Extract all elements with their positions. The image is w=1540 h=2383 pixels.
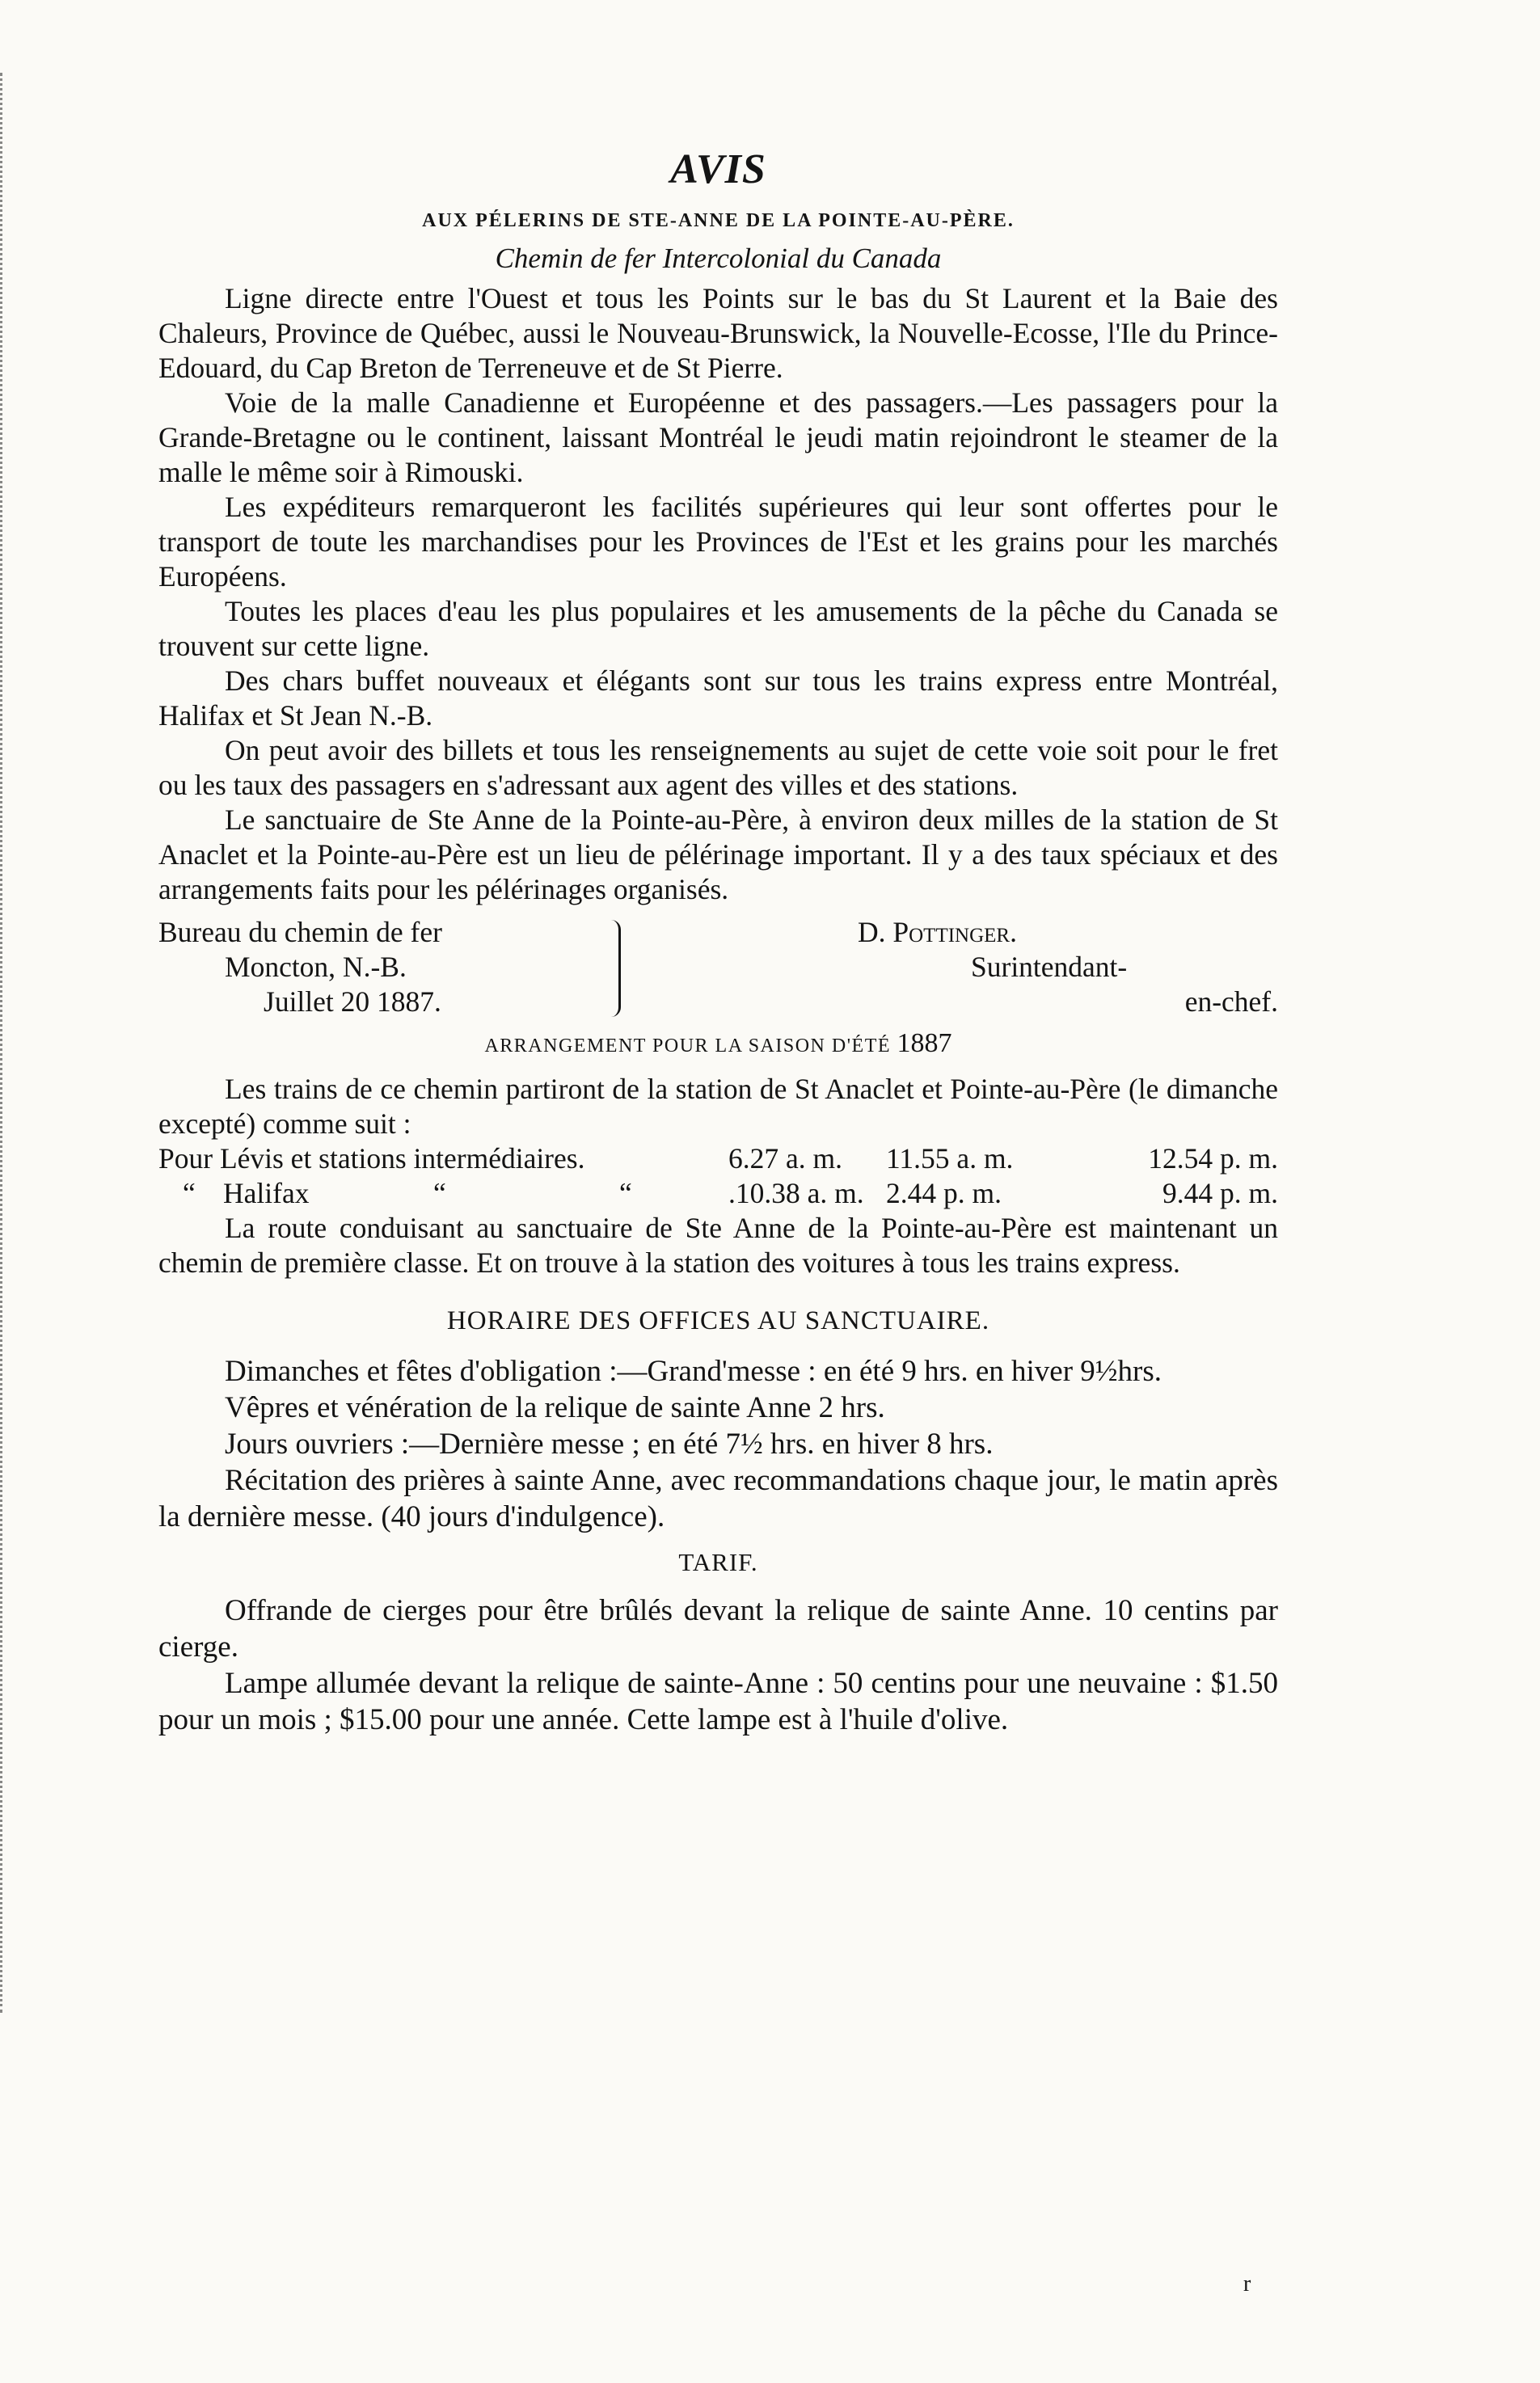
document-subtitle: AUX PÉLERINS DE STE-ANNE DE LA POINTE-AU-PÈRE. [422, 210, 1015, 231]
document-page [158, 146, 1278, 1738]
schedule-time: 11.55 a. m. [886, 1142, 1014, 1175]
schedule-destination-name: Halifax [223, 1177, 310, 1209]
arrangement-heading [158, 1028, 1278, 1059]
paragraph: Les expéditeurs remarqueront les facilités supérieures qui leur sont offertes pour le transport de toute les marchandises pour les Provinces de l'Est et les grains pour les marchés Européens. [158, 491, 1278, 593]
schedule-destination: Pour Lévis et stations intermédiaires. [158, 1142, 585, 1175]
office-line: Bureau du chemin de fer [158, 916, 442, 948]
document-title: AVIS [670, 146, 766, 192]
schedule-time: 12.54 p. m. [1148, 1142, 1278, 1175]
horaire-item: Dimanches et fêtes d'obligation :—Grand'messe : en été 9 hrs. en hiver 9½hrs. [225, 1355, 1162, 1388]
signatory [858, 915, 1278, 1019]
tarif-item: Lampe allumée devant la relique de sainte-Anne : 50 centins pour une neuvaine : $1.50 pour un mois ; $15.00 pour une année. Cette lampe est à l'huile d'olive. [158, 1667, 1278, 1736]
paragraph: Des chars buffet nouveaux et élégants sont sur tous les trains express entre Montréal, Halifax et St Jean N.-B. [158, 664, 1278, 732]
railway-name: Chemin de fer Intercolonial du Canada [495, 243, 942, 274]
signatory-title: en-chef. [1184, 985, 1278, 1018]
paragraph: Toutes les places d'eau les plus populaires et les amusements de la pêche du Canada se trouvent sur cette ligne. [158, 595, 1278, 662]
office-line: Moncton, N.-B. [225, 951, 407, 983]
tarif-heading: TARIF. [678, 1548, 758, 1576]
horaire-item: Jours ouvriers :—Dernière messe ; en été 7½ hrs. en hiver 8 hrs. [225, 1428, 994, 1461]
schedule-row [158, 1141, 1278, 1176]
brace-mark [605, 920, 621, 1017]
paragraph: Le sanctuaire de Ste Anne de la Pointe-au-Père, à environ deux milles de la station de St Anaclet et la Pointe-au-Père est un lieu de pélérinage important. Il y a des taux spéciaux et des arrangements faits pour les pélérinages organisés. [158, 803, 1278, 905]
office-address [158, 915, 635, 1019]
route-paragraph: La route conduisant au sanctuaire de Ste Anne de la Pointe-au-Père est maintenant un chemin de première classe. Et on trouve à la station des voitures à tous les trains express. [158, 1212, 1278, 1279]
horaire-item: Vêpres et vénération de la relique de sainte Anne 2 hrs. [225, 1391, 885, 1424]
arrangement-heading-text: ARRANGEMENT POUR LA SAISON D'ÉTÉ [484, 1035, 892, 1057]
horaire-item: Récitation des prières à sainte Anne, avec recommandations chaque jour, le matin après la dernière messe. (40 jours d'indulgence). [158, 1464, 1278, 1533]
horaire-heading: HORAIRE DES OFFICES AU SANCTUAIRE. [446, 1306, 990, 1335]
office-line: Juillet 20 1887. [264, 985, 441, 1018]
tarif-item: Offrande de cierges pour être brûlés devant la relique de sainte Anne. 10 centins par cierge. [158, 1594, 1278, 1664]
signatory-name: D. Pottinger. [858, 916, 1017, 948]
signature-block [158, 915, 1278, 1019]
schedule-time: 9.44 p. m. [1162, 1177, 1278, 1209]
schedule-time: 6.27 a. m. [728, 1142, 842, 1175]
ditto-mark: “ [183, 1177, 196, 1209]
schedule-destination [158, 1176, 728, 1211]
paragraph: On peut avoir des billets et tous les renseignements au sujet de cette voie soit pour le fret ou les taux des passagers en s'adressant aux agent des villes et des stations. [158, 734, 1278, 801]
paragraph: Voie de la malle Canadienne et Européenne et des passagers.—Les passagers pour la Grande-Bretagne ou le continent, laissant Montréal le jeudi matin rejoindront le steamer de la malle le même soir à Rimouski. [158, 386, 1278, 488]
paragraph: Ligne directe entre l'Ouest et tous les Points sur le bas du St Laurent et la Baie des Chaleurs, Province de Québec, aussi le Nouveau-Brunswick, la Nouvelle-Ecosse, l'Ile du Prince-Edouard, du Cap Breton de Terreneuve et de St Pierre. [158, 282, 1278, 384]
ditto-mark: “ [433, 1177, 446, 1209]
arrangement-year: 1887 [897, 1028, 952, 1058]
page-mark: r [1243, 2271, 1251, 2297]
schedule-time: .10.38 a. m. [728, 1177, 864, 1209]
schedule-time: 2.44 p. m. [886, 1177, 1002, 1209]
schedule-row [158, 1176, 1278, 1211]
signatory-title: Surintendant- [971, 951, 1128, 983]
page-edge-artifact [0, 73, 20, 2013]
trains-intro: Les trains de ce chemin partiront de la station de St Anaclet et Pointe-au-Père (le dimanche excepté) comme suit : [158, 1073, 1278, 1140]
ditto-mark: “ [619, 1177, 632, 1209]
